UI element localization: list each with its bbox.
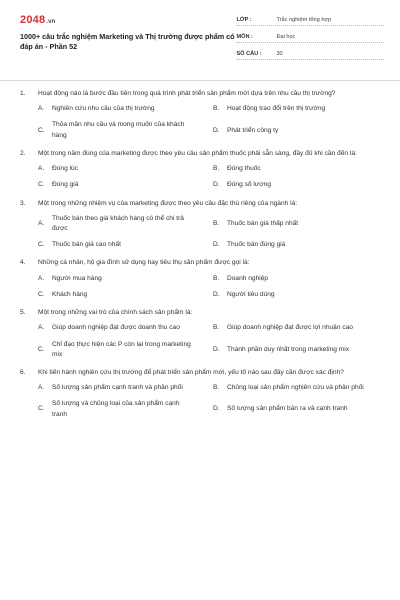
option-letter: D. bbox=[213, 126, 220, 134]
option-text: Thỏa mãn nhu cầu và mong muốn của khách hàng bbox=[52, 121, 185, 139]
question-list bbox=[20, 89, 384, 420]
option-c[interactable] bbox=[38, 180, 213, 190]
option-grid bbox=[20, 274, 384, 300]
option-a[interactable] bbox=[38, 214, 213, 234]
option-grid bbox=[20, 383, 384, 420]
option-text: Đúng giá bbox=[52, 181, 79, 189]
option-letter: D. bbox=[213, 181, 220, 189]
option-letter: B. bbox=[213, 165, 220, 173]
question-number: 3. bbox=[20, 199, 26, 207]
option-d[interactable] bbox=[213, 340, 384, 360]
option-d[interactable] bbox=[213, 240, 384, 250]
option-c[interactable] bbox=[38, 290, 213, 300]
option-a[interactable] bbox=[38, 104, 213, 114]
option-d[interactable] bbox=[213, 180, 384, 190]
meta-row-count bbox=[236, 46, 384, 60]
option-text: Đúng số lượng bbox=[227, 181, 271, 189]
meta-info bbox=[236, 12, 384, 74]
question-1 bbox=[20, 89, 384, 141]
option-text: Hoạt động trao đổi trên thị trường bbox=[227, 105, 326, 113]
option-letter: B. bbox=[213, 274, 220, 282]
page-header bbox=[20, 14, 384, 74]
option-letter: A. bbox=[38, 105, 45, 113]
option-text: Số lượng sản phẩm cạnh tranh và phân phối bbox=[52, 384, 183, 392]
option-a[interactable] bbox=[38, 383, 213, 393]
question-6 bbox=[20, 368, 384, 420]
question-text: Một trong những vai trò của chính sách sản phẩm là: bbox=[38, 309, 193, 317]
option-c[interactable] bbox=[38, 240, 213, 250]
option-a[interactable] bbox=[38, 323, 213, 333]
option-text: Đúng lúc bbox=[52, 165, 79, 173]
question-3 bbox=[20, 199, 384, 251]
option-text: Thuốc bán theo giá khách hàng có thể chi trả được bbox=[52, 214, 184, 232]
option-letter: A. bbox=[38, 324, 45, 332]
option-c[interactable] bbox=[38, 399, 213, 419]
option-letter: B. bbox=[213, 219, 220, 227]
header-left bbox=[20, 14, 236, 74]
option-b[interactable] bbox=[213, 104, 384, 114]
option-d[interactable] bbox=[213, 120, 384, 140]
meta-label: MÔN : bbox=[236, 34, 253, 40]
meta-row-subject bbox=[236, 29, 384, 43]
option-letter: B. bbox=[213, 324, 220, 332]
question-2 bbox=[20, 149, 384, 191]
option-c[interactable] bbox=[38, 120, 213, 140]
site-logo[interactable] bbox=[20, 14, 236, 26]
option-letter: A. bbox=[38, 384, 45, 392]
question-text: Những cá nhân, hộ gia đình sử dụng hay tiêu thụ sản phẩm được gọi là: bbox=[38, 259, 250, 267]
option-letter: D. bbox=[213, 290, 220, 298]
question-4 bbox=[20, 258, 384, 300]
option-b[interactable] bbox=[213, 323, 384, 333]
option-text: Đúng thuốc bbox=[227, 165, 261, 173]
option-text: Giúp doanh nghiệp đạt được lợi nhuận cao bbox=[227, 324, 353, 332]
option-text: Doanh nghiệp bbox=[227, 274, 269, 282]
option-b[interactable] bbox=[213, 274, 384, 284]
meta-label: LỚP : bbox=[236, 17, 252, 23]
logo-number: 2048 bbox=[20, 14, 46, 26]
question-number: 4. bbox=[20, 259, 26, 267]
question-number: 5. bbox=[20, 309, 26, 317]
option-c[interactable] bbox=[38, 340, 213, 360]
option-text: Người mua hàng bbox=[52, 274, 102, 282]
option-letter: C. bbox=[38, 126, 45, 134]
question-5 bbox=[20, 308, 384, 360]
option-letter: A. bbox=[38, 165, 45, 173]
option-grid bbox=[20, 214, 384, 251]
option-text: Số lượng sản phẩm bán ra và cạnh tranh bbox=[227, 405, 348, 413]
option-d[interactable] bbox=[213, 399, 384, 419]
option-grid bbox=[20, 323, 384, 360]
option-b[interactable] bbox=[213, 214, 384, 234]
meta-row-class bbox=[236, 12, 384, 26]
option-a[interactable] bbox=[38, 274, 213, 284]
option-letter: C. bbox=[38, 345, 45, 353]
option-letter: C. bbox=[38, 290, 45, 298]
question-number: 2. bbox=[20, 149, 26, 157]
meta-value: Đại học bbox=[276, 34, 296, 40]
option-text: Giúp doanh nghiệp đạt được doanh thu cao bbox=[52, 324, 180, 332]
question-text: Một trong những nhiệm vụ của marketing được theo yêu cầu đặc thù riêng của ngành là: bbox=[38, 199, 298, 207]
option-d[interactable] bbox=[213, 290, 384, 300]
option-text: Thành phần duy nhất trong marketing mix bbox=[227, 345, 350, 353]
option-text: Thuốc bán giá thấp nhất bbox=[227, 219, 299, 227]
option-text: Thuốc bán đúng giá bbox=[227, 241, 286, 249]
option-text: Thuốc bán giá cao nhất bbox=[52, 241, 121, 249]
option-text: Người tiêu dùng bbox=[227, 290, 275, 298]
question-text: Khi tiến hành nghiên cứu thị trường để phát triển sản phẩm mới, yếu tố nào sau đây cần được xác định? bbox=[38, 368, 344, 376]
option-text: Nghiên cứu nhu cầu của thị trường bbox=[52, 105, 155, 113]
option-text: Khách hàng bbox=[52, 290, 88, 298]
option-letter: C. bbox=[38, 241, 45, 249]
option-grid bbox=[20, 104, 384, 141]
option-b[interactable] bbox=[213, 164, 384, 174]
question-number: 6. bbox=[20, 368, 26, 376]
meta-value: 30 bbox=[276, 51, 283, 57]
document-title: 1000+ câu trắc nghiệm Marketing và Thị trường được phẩm có đáp án - Phần 52 bbox=[20, 32, 235, 52]
meta-label: SỐ CÂU : bbox=[236, 51, 262, 57]
option-text: Số lượng và chủng loại của sản phẩm cạnh tranh bbox=[52, 400, 180, 418]
option-letter: D. bbox=[213, 405, 220, 413]
option-letter: D. bbox=[213, 241, 220, 249]
option-text: Chủng loại sản phẩm nghiên cứu và phân phối bbox=[227, 384, 364, 392]
option-a[interactable] bbox=[38, 164, 213, 174]
question-text: Một trong năm đúng của marketing được theo yêu cầu sản phẩm thuốc phải sẵn sàng, đầy đủ khi cần đến là: bbox=[38, 149, 357, 157]
option-b[interactable] bbox=[213, 383, 384, 393]
option-letter: C. bbox=[38, 405, 45, 413]
option-letter: B. bbox=[213, 105, 220, 113]
option-letter: A. bbox=[38, 219, 45, 227]
option-letter: D. bbox=[213, 345, 220, 353]
question-number: 1. bbox=[20, 90, 26, 97]
logo-tld: .vn bbox=[46, 19, 56, 25]
option-grid bbox=[20, 164, 384, 190]
option-text: Phát triển công ty bbox=[227, 126, 279, 134]
option-letter: B. bbox=[213, 384, 220, 392]
header-divider bbox=[0, 80, 400, 81]
meta-value: Trắc nghiệm tổng hợp bbox=[276, 17, 332, 23]
option-text: Chỉ đạo thực hiện các P còn lại trong marketing mix bbox=[52, 340, 191, 358]
option-letter: C. bbox=[38, 181, 45, 189]
question-text: Hoạt động nào là bước đầu tiên trong quá trình phát triển sản phẩm mới dựa trên nhu cầu thị trường? bbox=[38, 90, 336, 97]
option-letter: A. bbox=[38, 274, 45, 282]
